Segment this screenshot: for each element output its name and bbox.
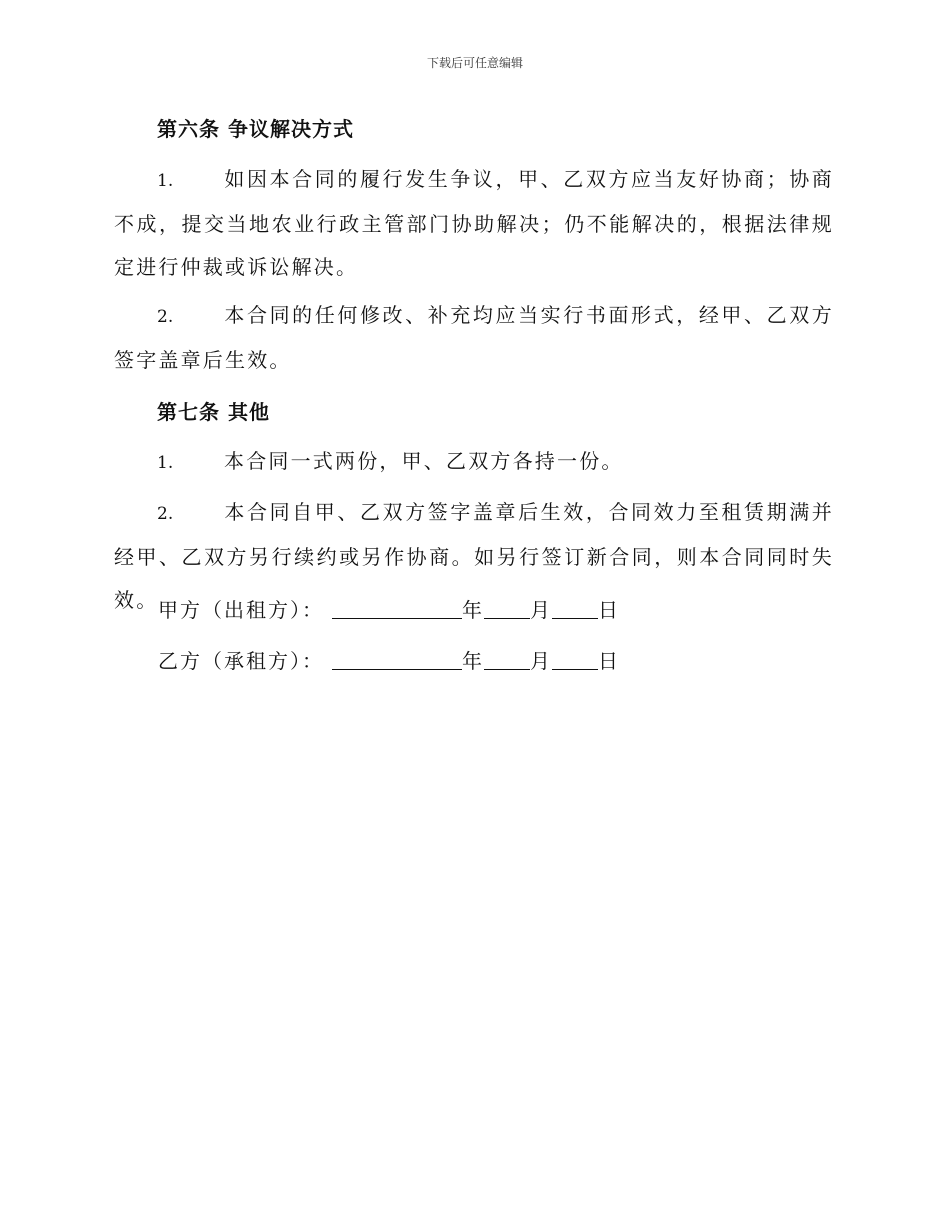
signature-blank[interactable]	[332, 598, 462, 619]
clause-text: 如因本合同的履行发生争议，甲、乙双方应当友好协商；协商不成，提交当地农业行政主管部门协助解决；仍不能解决的，根据法律规定进行仲裁或诉讼解决。	[114, 167, 834, 279]
article-7-clause-1	[114, 440, 834, 485]
month-label: 月	[530, 649, 552, 673]
clause-number: 1.	[157, 171, 174, 191]
day-label: 日	[598, 649, 620, 673]
day-label: 日	[598, 598, 620, 622]
day-blank[interactable]	[552, 598, 598, 619]
clause-text: 本合同自甲、乙双方签字盖章后生效，合同效力至租赁期满并经甲、乙双方另行续约或另作协商。如另行签订新合同，则本合同同时失效。	[114, 500, 834, 612]
party-b-signature-line	[158, 645, 620, 674]
clause-number: 2.	[157, 307, 174, 327]
year-label: 年	[462, 649, 484, 673]
clause-number: 2.	[157, 504, 174, 524]
month-blank[interactable]	[484, 649, 530, 670]
article-6-clause-1	[114, 158, 834, 289]
article-6-clause-2	[114, 294, 834, 382]
day-blank[interactable]	[552, 649, 598, 670]
party-a-signature-line	[158, 594, 620, 623]
party-a-label: 甲方（出租方）：	[158, 598, 324, 622]
year-label: 年	[462, 598, 484, 622]
article-6-heading: 第六条 争议解决方式	[157, 117, 354, 141]
party-b-label: 乙方（承租方）：	[158, 649, 324, 673]
page-header: 下载后可任意编辑	[426, 56, 523, 70]
signature-blank[interactable]	[332, 649, 462, 670]
clause-text: 本合同一式两份，甲、乙双方各持一份。	[224, 449, 624, 473]
clause-number: 1.	[157, 453, 174, 473]
month-blank[interactable]	[484, 598, 530, 619]
month-label: 月	[530, 598, 552, 622]
clause-text: 本合同的任何修改、补充均应当实行书面形式，经甲、乙双方签字盖章后生效。	[114, 303, 834, 372]
article-7-heading: 第七条 其他	[157, 400, 270, 424]
